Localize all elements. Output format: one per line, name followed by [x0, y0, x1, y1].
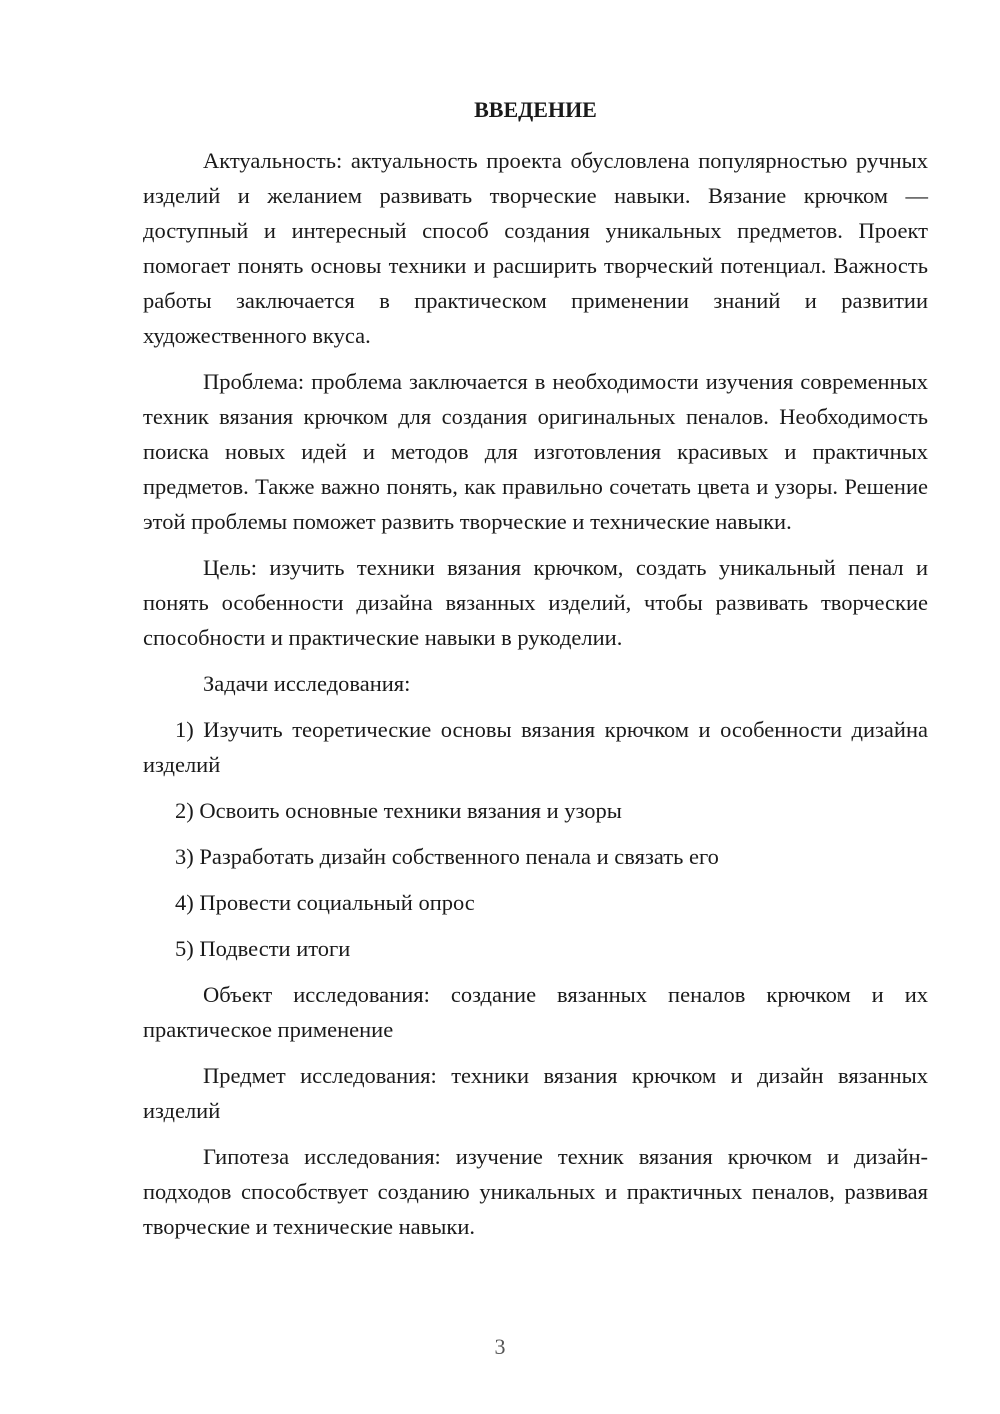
- paragraph-hypothesis: Гипотеза исследования: изучение техник вязания крючком и дизайн-подходов способствует созданию уникальных и практичных пеналов, развивая творческие и технические навыки.: [143, 1144, 928, 1239]
- task-item: 2) Освоить основные техники вязания и узоры: [175, 798, 622, 823]
- paragraph-object: Объект исследования: создание вязанных пеналов крючком и их практическое применение: [143, 982, 928, 1042]
- task-item: 3) Разработать дизайн собственного пенала и связать его: [175, 844, 719, 869]
- page-number: 3: [494, 1334, 506, 1359]
- paragraph-goal: Цель: изучить техники вязания крючком, создать уникальный пенал и понять особенности дизайна вязанных изделий, чтобы развивать творческие способности и практические навыки в рукоделии.: [143, 555, 928, 650]
- task-item: 5) Подвести итоги: [175, 936, 351, 961]
- tasks-heading: Задачи исследования:: [203, 671, 411, 696]
- section-title: ВВЕДЕНИЕ: [474, 97, 597, 122]
- paragraph-problem: Проблема: проблема заключается в необходимости изучения современных техник вязания крючком для создания оригинальных пеналов. Необходимость поиска новых идей и методов для изготовления красивых и практичных предметов. Также важно понять, как правильно сочетать цвета и узоры. Решение этой проблемы поможет развить творческие и технические навыки.: [143, 369, 928, 534]
- document-body: [143, 143, 928, 1255]
- paragraph-relevance: Актуальность: актуальность проекта обусловлена популярностью ручных изделий и желанием развивать творческие навыки. Вязание крючком — доступный и интересный способ создания уникальных предметов. Проект помогает понять основы техники и расширить творческий потенциал. Важность работы заключается в практическом применении знаний и развитии художественного вкуса.: [143, 148, 928, 348]
- paragraph-subject: Предмет исследования: техники вязания крючком и дизайн вязанных изделий: [143, 1063, 928, 1123]
- task-item: 4) Провести социальный опрос: [175, 890, 475, 915]
- task-item: 1) Изучить теоретические основы вязания крючком и особенности дизайна изделий: [143, 717, 928, 777]
